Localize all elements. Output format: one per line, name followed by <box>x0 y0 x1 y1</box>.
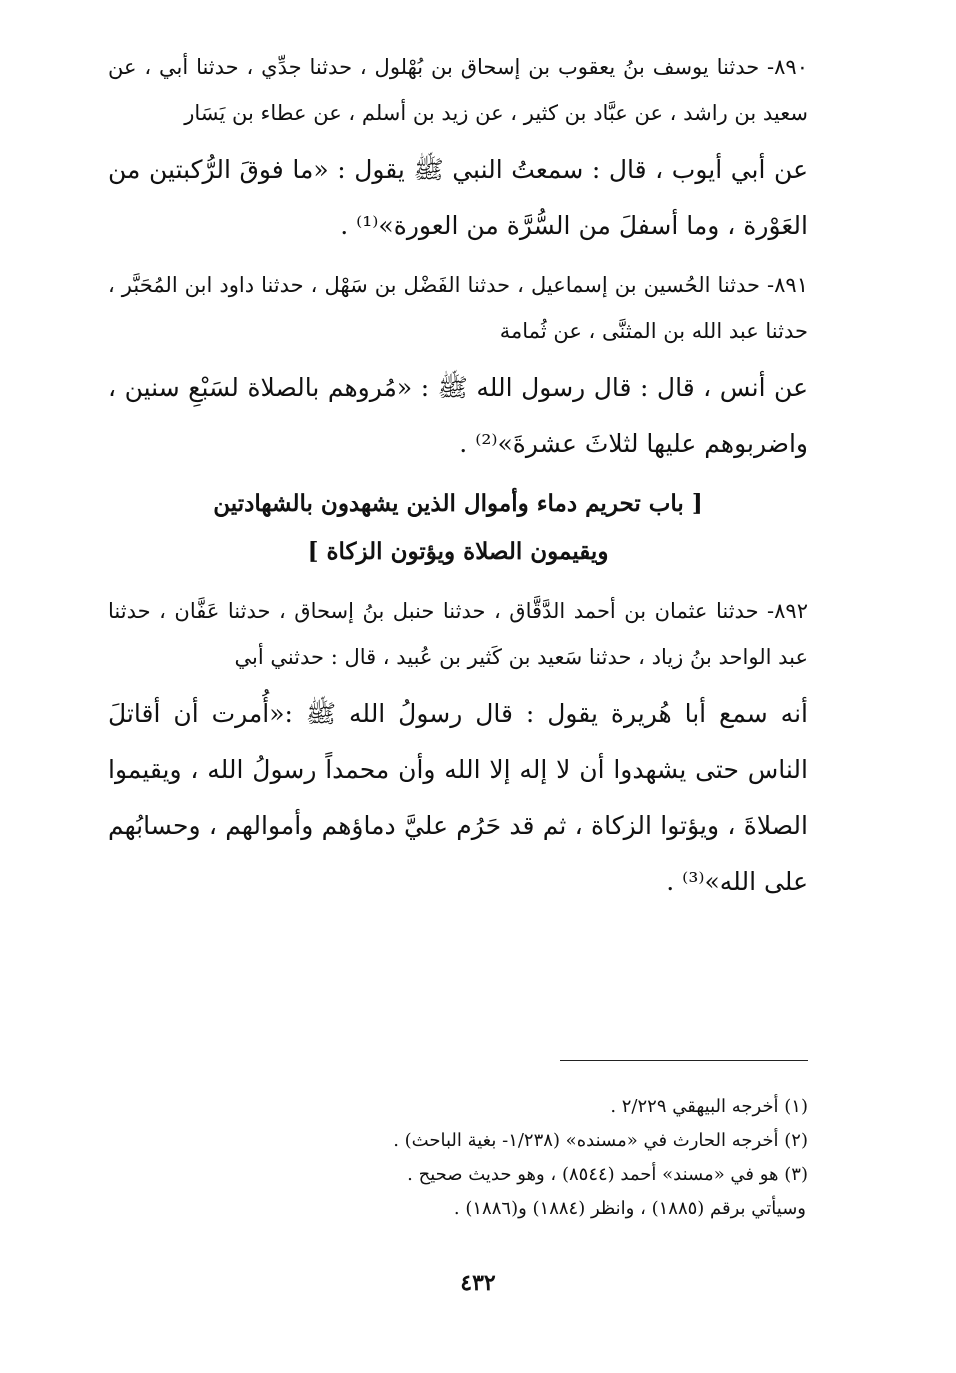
hadith-890 <box>108 44 808 254</box>
chapter-heading <box>108 480 808 576</box>
chapter-heading-line-2: ويقيمون الصلاة ويؤتون الزكاة ] <box>307 538 609 565</box>
hadith-890-isnad: ٨٩٠- حدثنا يوسف بنُ يعقوب بن إسحاق بن بُهْلول ، حدثنا جدِّي ، حدثنا أبي ، عن سعيد بن راشد ، عن عبَّاد بن كثير ، عن زيد بن أسلم ، عن عطاء بن يَسَار <box>108 55 808 125</box>
page-number: ٤٣٢ <box>460 1270 496 1296</box>
hadith-892-isnad: ٨٩٢- حدثنا عثمان بن أحمد الدَّقَّاق ، حدثنا حنبل بنُ إسحاق ، حدثنا عَفَّان ، حدثنا عبد الواحد بنُ زياد ، حدثنا سَعيد بن كَثير بن عُبيد ، قال : حدثني أبي <box>108 599 808 669</box>
hadith-892-matn: أنه سمع أبا هُريرة يقول : قال رسولُ الله ﷺ :«أُمرت أن أقاتلَ الناس حتى يشهدوا أن لا إله إلا الله وأن محمداً رسولُ الله ، ويقيموا الصلاةَ ، ويؤتوا الزكاة ، ثم قد حَرُم عليَّ دماؤهم وأموالهم ، وحسابُهم على الله»⁽³⁾ . <box>108 699 808 896</box>
footnote-divider <box>560 1060 808 1061</box>
page-body <box>108 44 808 918</box>
footnote-3-continuation: وسيأتي برقم (١٨٨٥) ، وانظر (١٨٨٤) و(١٨٨٦) . <box>453 1198 806 1219</box>
hadith-891 <box>108 262 808 472</box>
footnotes <box>108 1090 808 1226</box>
footnote-3: (٣) هو في «مسند» أحمد (٨٥٤٤) ، وهو حديث صحيح . <box>407 1164 808 1185</box>
hadith-891-matn: عن أنس ، قال : قال رسول الله ﷺ : «مُروهم بالصلاة لسَبْعِ سنين ، واضربوهم عليها لثلاثَ عشرةَ»⁽²⁾ . <box>108 373 808 458</box>
hadith-892 <box>108 588 808 910</box>
hadith-891-isnad: ٨٩١- حدثنا الحُسين بن إسماعيل ، حدثنا الفَضْل بن سَهْل ، حدثنا داود ابن المُحَبَّر ، حدثنا عبد الله بن المثنَّى ، عن ثُمامة <box>108 273 808 343</box>
footnote-1: (١) أخرجه البيهقي ٢/٢٢٩ . <box>610 1096 808 1117</box>
chapter-heading-line-1: [ باب تحريم دماء وأموال الذين يشهدون بالشهادتين <box>213 490 703 517</box>
footnote-2: (٢) أخرجه الحارث في «مسنده» (١/٢٣٨- بغية الباحث) . <box>393 1130 808 1151</box>
hadith-890-matn: عن أبي أيوب ، قال : سمعتُ النبي ﷺ يقول : «ما فوقَ الرُّكبتين من العَوْرة ، وما أسفلَ من السُّرَّة من العورة»⁽¹⁾ . <box>108 155 808 240</box>
